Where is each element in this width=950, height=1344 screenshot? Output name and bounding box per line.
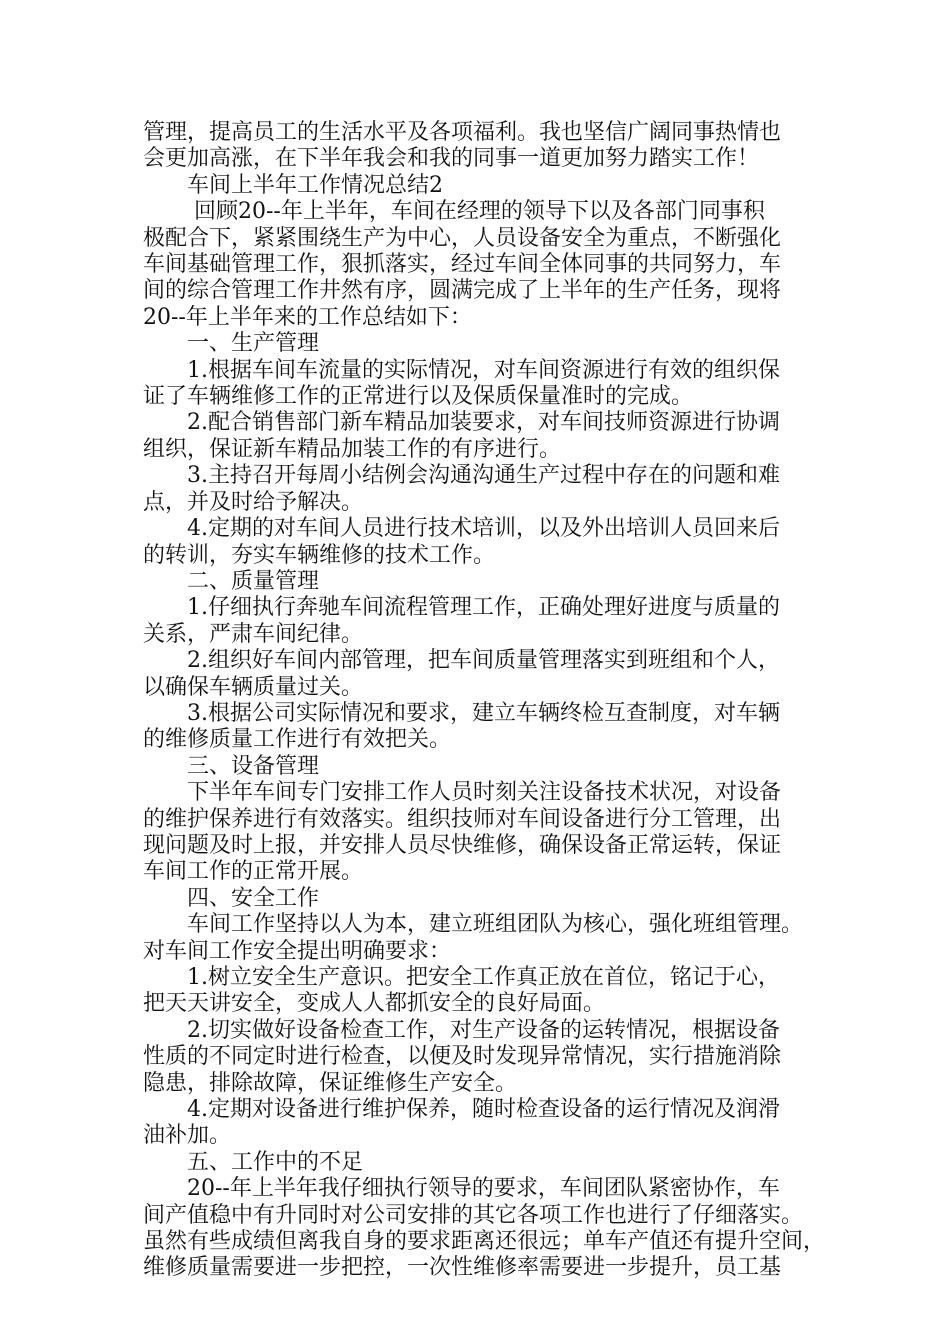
text-line: 4.定期的对车间人员进行技术培训，以及外出培训人员回来后 [143,516,780,542]
text-line: 车间基础管理工作，狠抓落实，经过车间全体同事的共同努力，车 [143,252,782,278]
text-line: 1.仔细执行奔驰车间流程管理工作，正确处理好进度与质量的 [143,595,780,621]
text-line: 的维修质量工作进行有效把关。 [143,727,452,753]
text-line: 二、质量管理 [143,568,320,594]
text-line: 3.主持召开每周小结例会沟通沟通生产过程中存在的问题和难 [143,463,780,489]
document-body [143,120,826,1282]
text-line: 的维护保养进行有效落实。组织技师对车间设备进行分工管理，出 [143,806,782,832]
text-line: 四、安全工作 [143,885,320,911]
text-line: 20--年上半年来的工作总结如下： [143,304,472,330]
text-line: 点，并及时给予解决。 [143,489,364,515]
text-line: 隐患，排除故障，保证维修生产安全。 [143,1070,518,1096]
text-line: 三、设备管理 [143,753,320,779]
text-line: 1.根据车间车流量的实际情况，对车间资源进行有效的组织保 [143,357,780,383]
text-line: 管理，提高员工的生活水平及各项福利。我也坚信广阔同事热情也 [143,120,782,145]
text-line: 2.配合销售部门新车精品加装要求，对车间技师资源进行协调 [143,410,780,436]
text-line: 2.切实做好设备检查工作，对生产设备的运转情况，根据设备 [143,1017,780,1043]
text-line: 1.树立安全生产意识。把安全工作真正放在首位，铭记于心， [143,965,780,990]
text-line: 回顾20--年上半年，车间在经理的领导下以及各部门同事积 [143,199,765,225]
text-line: 20--年上半年我仔细执行领导的要求，车间团队紧密协作，车 [143,1176,780,1202]
text-line: 虽然有些成绩但离我自身的要求距离还很远；单车产值还有提升空间， [143,1229,826,1255]
text-line: 极配合下，紧紧围绕生产为中心，人员设备安全为重点，不断强化 [143,225,782,251]
text-line: 间产值稳中有升同时对公司安排的其它各项工作也进行了仔细落实。 [143,1202,804,1228]
text-line: 一、生产管理 [143,331,320,357]
text-line: 下半年车间专门安排工作人员时刻关注设备技术状况，对设备 [143,780,782,806]
text-line: 以确保车辆质量过关。 [143,674,364,700]
text-line: 车间上半年工作情况总结2 [143,172,443,198]
text-line: 间的综合管理工作井然有序，圆满完成了上半年的生产任务，现将 [143,278,782,304]
text-line: 油补加。 [143,1123,232,1149]
text-line: 性质的不同定时进行检查，以便及时发现异常情况，实行措施消除 [143,1044,782,1070]
text-line: 组织，保证新车精品加装工作的有序进行。 [143,436,562,462]
text-line: 2.组织好车间内部管理，把车间质量管理落实到班组和个人， [143,648,780,674]
text-line: 会更加高涨，在下半年我会和我的同事一道更加努力踏实工作！ [143,146,760,172]
text-line: 五、工作中的不足 [143,1149,364,1175]
text-line: 对车间工作安全提出明确要求： [143,938,452,964]
text-line: 关系，严肃车间纪律。 [143,621,364,647]
text-line: 4.定期对设备进行维护保养，随时检查设备的运行情况及润滑 [143,1097,780,1123]
text-line: 把天天讲安全，变成人人都抓安全的良好局面。 [143,991,606,1017]
text-line: 车间工作的正常开展。 [143,859,364,885]
text-line: 的转训，夯实车辆维修的技术工作。 [143,542,496,568]
text-line: 3.根据公司实际情况和要求，建立车辆终检互查制度，对车辆 [143,700,780,726]
text-line: 车间工作坚持以人为本，建立班组团队为核心，强化班组管理。 [143,912,804,938]
text-line: 现问题及时上报，并安排人员尽快维修，确保设备正常运转，保证 [143,832,782,858]
text-line: 维修质量需要进一步把控，一次性维修率需要进一步提升，员工基 [143,1255,782,1281]
text-line: 证了车辆维修工作的正常进行以及保质保量准时的完成。 [143,384,694,410]
